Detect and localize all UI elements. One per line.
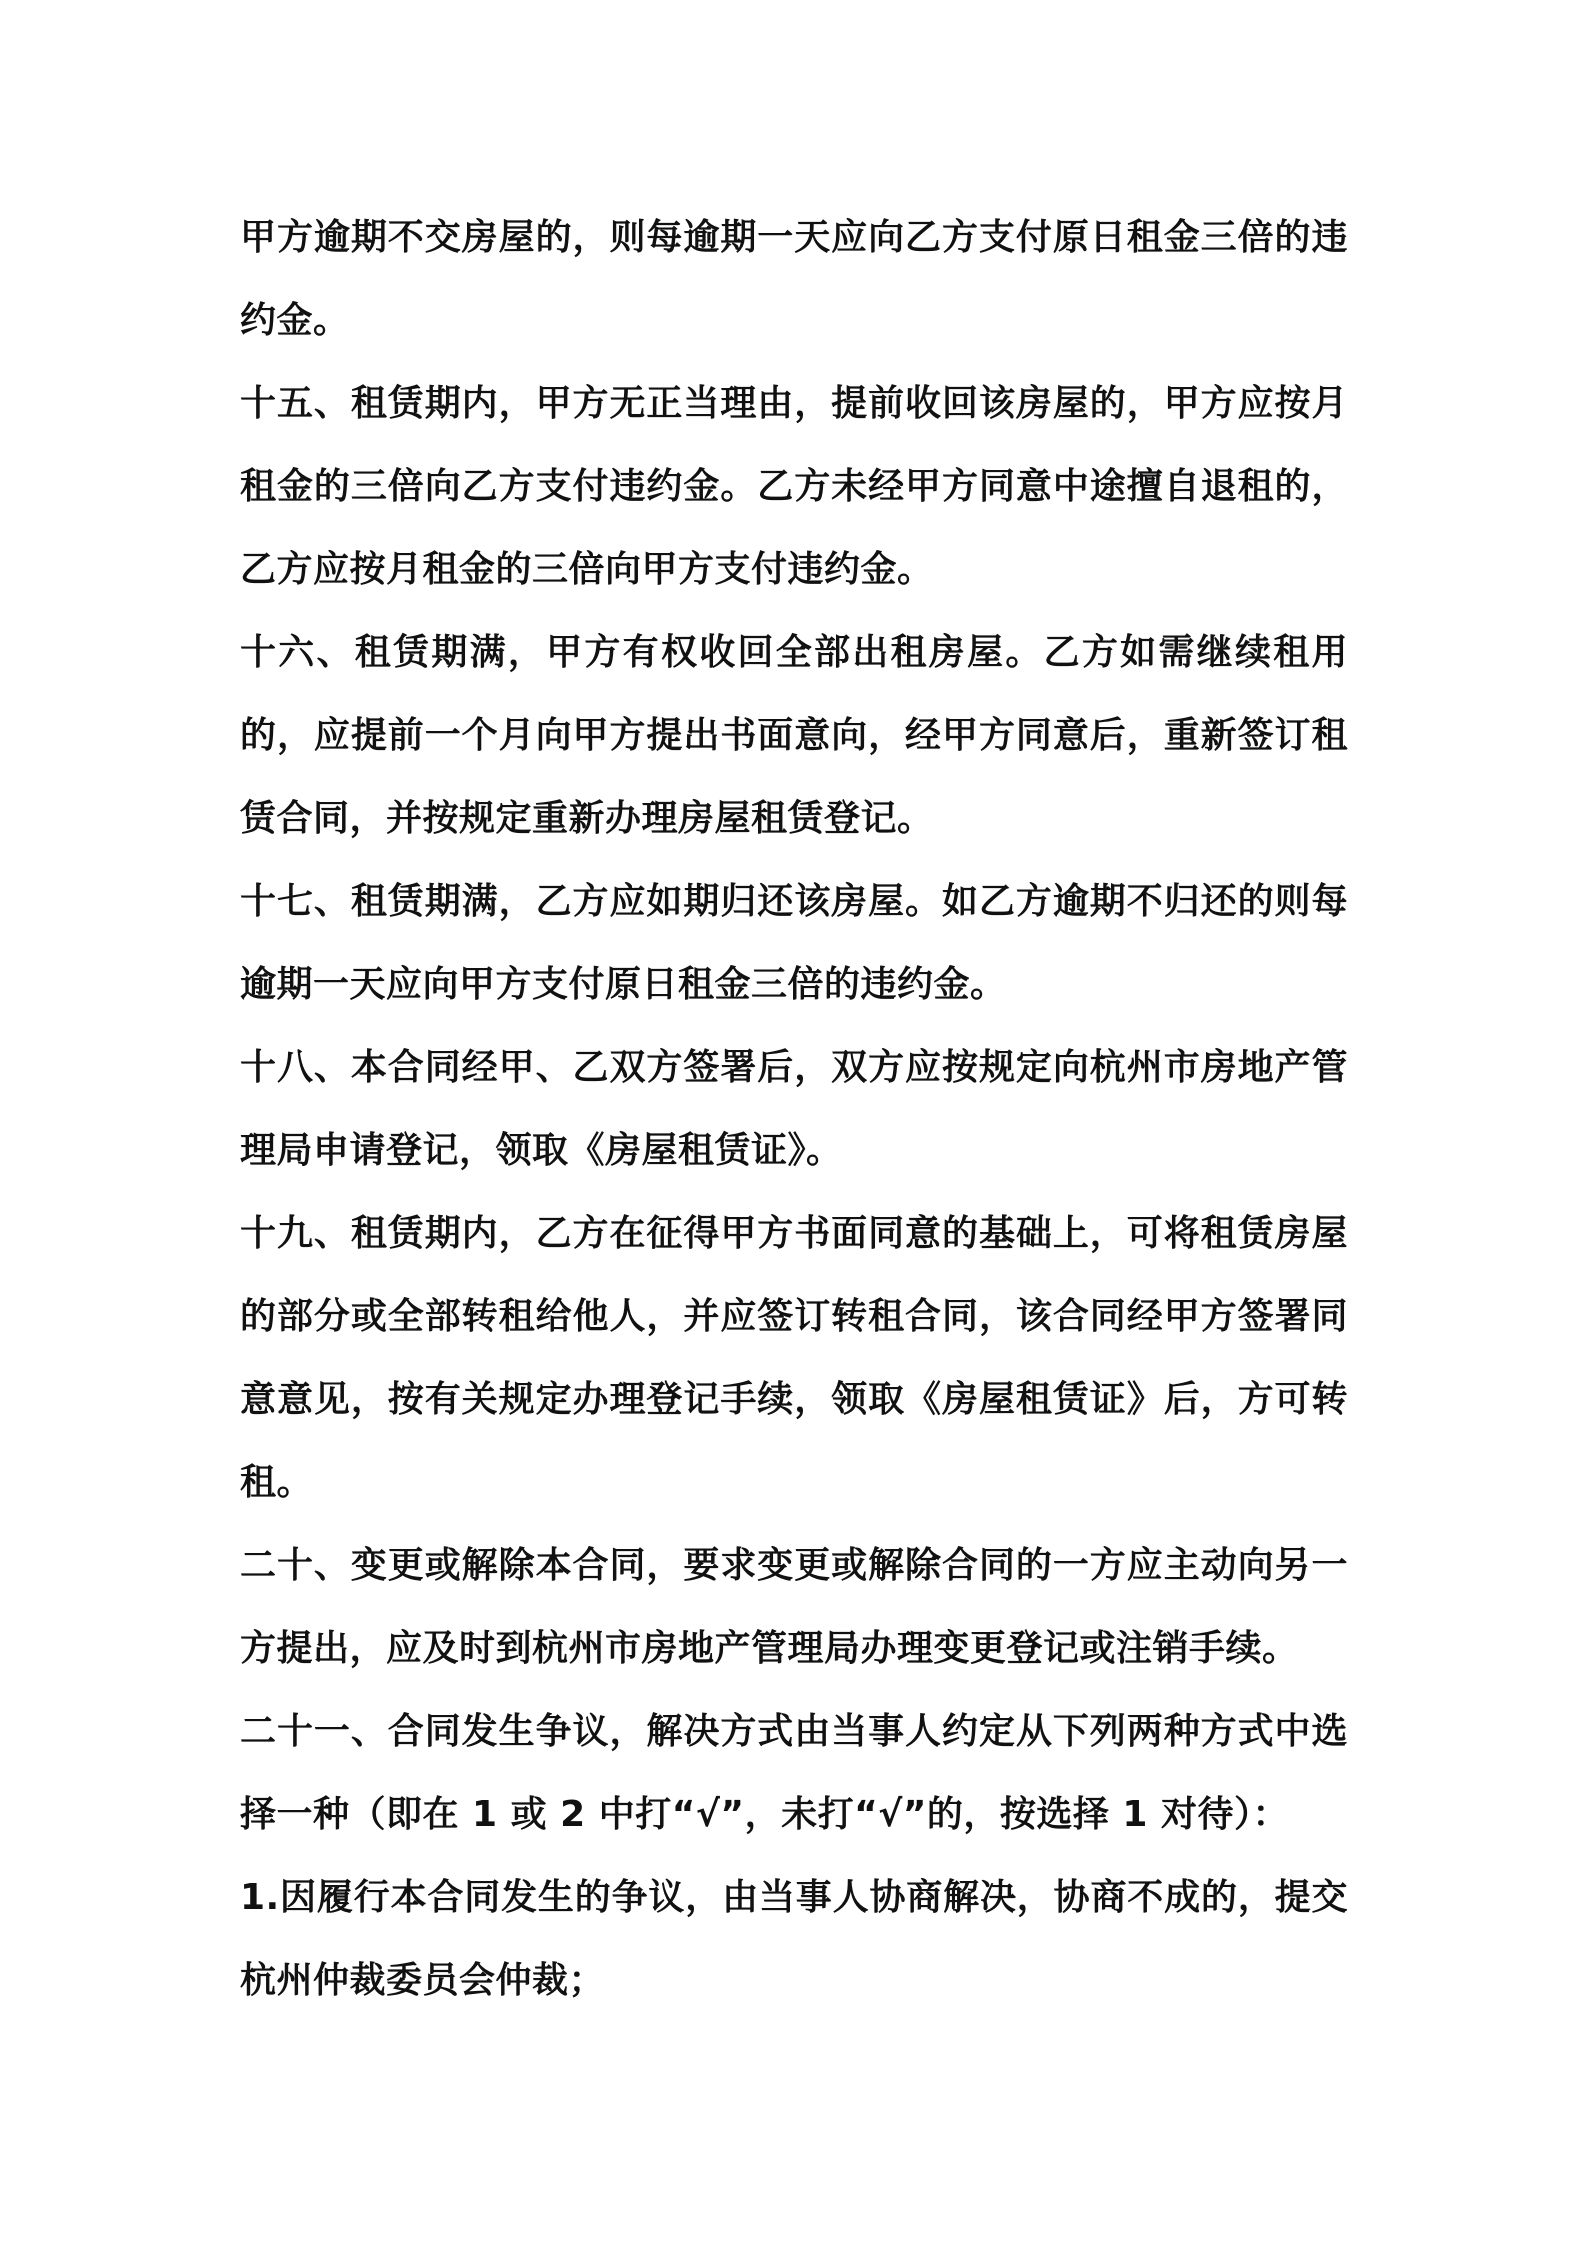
- paragraph-clause-20: 二十、变更或解除本合同，要求变更或解除合同的一方应主动向另一方提出，应及时到杭州市房地产管理局办理变更登记或注销手续。: [240, 1545, 1348, 1669]
- paragraph-clause-18: 十八、本合同经甲、乙双方签署后，双方应按规定向杭州市房地产管理局申请登记，领取《房屋租赁证》。: [240, 1047, 1348, 1171]
- paragraph-option-1: 1.因履行本合同发生的争议，由当事人协商解决，协商不成的，提交杭州仲裁委员会仲裁；: [240, 1877, 1348, 2001]
- paragraph-clause-19: 十九、租赁期内，乙方在征得甲方书面同意的基础上，可将租赁房屋的部分或全部转租给他人，并应签订转租合同，该合同经甲方签署同意意见，按有关规定办理登记手续，领取《房屋租赁证》后，方可转租。: [240, 1213, 1348, 1503]
- paragraph-overdue-delivery: 甲方逾期不交房屋的，则每逾期一天应向乙方支付原日租金三倍的违约金。: [240, 217, 1348, 341]
- paragraph-clause-15: 十五、租赁期内，甲方无正当理由，提前收回该房屋的，甲方应按月租金的三倍向乙方支付违约金。乙方未经甲方同意中途擅自退租的，乙方应按月租金的三倍向甲方支付违约金。: [240, 383, 1348, 590]
- contract-body: [240, 196, 1348, 2022]
- paragraph-clause-16: 十六、租赁期满，甲方有权收回全部出租房屋。乙方如需继续租用的，应提前一个月向甲方提出书面意向，经甲方同意后，重新签订租赁合同，并按规定重新办理房屋租赁登记。: [240, 632, 1348, 839]
- paragraph-clause-17: 十七、租赁期满，乙方应如期归还该房屋。如乙方逾期不归还的则每逾期一天应向甲方支付原日租金三倍的违约金。: [240, 881, 1348, 1005]
- paragraph-clause-21: 二十一、合同发生争议，解决方式由当事人约定从下列两种方式中选择一种（即在 1 或 2 中打“√”，未打“√”的，按选择 1 对待）：: [240, 1711, 1348, 1835]
